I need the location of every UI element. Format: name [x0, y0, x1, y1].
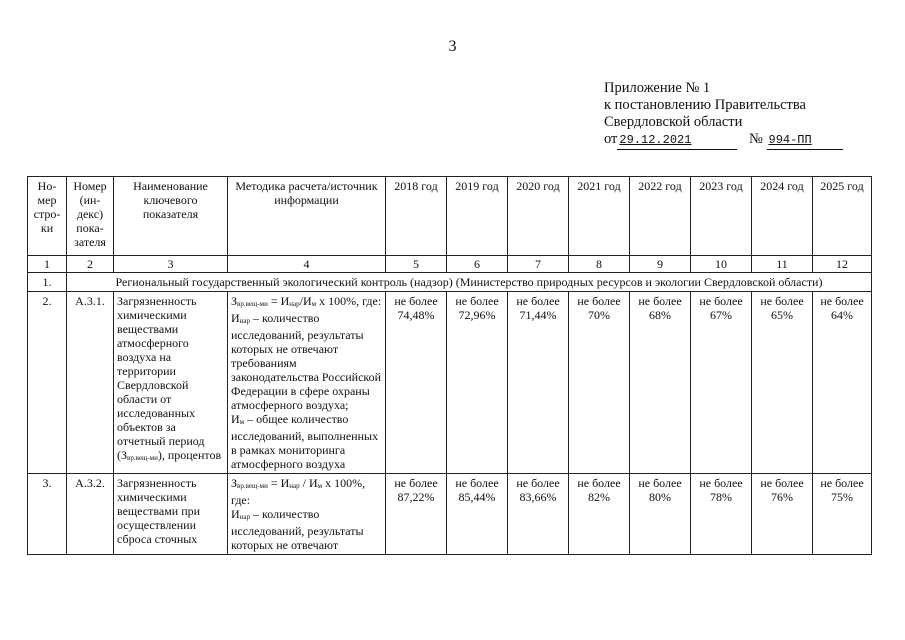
col-num: 8 — [569, 256, 630, 273]
value-2025: не более 75% — [813, 474, 872, 555]
indicator-name: Загрязненность химическими веществами при осуществлении сброса сточных — [114, 474, 228, 555]
indicator-name: Загрязненность химическими веществами атмосферного воздуха на территории Свердловской области от исследованных объектов за отчетный период $(З_{вр.вещ-ми})$, процентов — [114, 292, 228, 474]
section-row — [28, 273, 872, 292]
appendix-subtitle: к постановлению Правительства — [604, 97, 806, 113]
value-2018: не более 74,48% — [386, 292, 447, 474]
calculation-method: $З_{вр.вещ-ми} = И_{нар}/И_м$ x 100%, где: $И_{нар}$ – количество исследований, результаты которых не отвечают требованиям законодательства Российской Федерации в сфере охраны атмосферного воздуха; $И_м$ – общее количество исследований, выполненных в рамках мониторинга атмосферного воздуха — [228, 292, 386, 474]
col-num: 7 — [508, 256, 569, 273]
col-num: 10 — [691, 256, 752, 273]
row-number: 3. — [28, 474, 67, 555]
table-row — [28, 474, 872, 555]
calculation-method: $З_{вр.вещ-ми} = И_{нар} / И_м$ x 100%, где: $И_{нар}$ – количество исследований, результаты которых не отвечают — [228, 474, 386, 555]
value-2024: не более 76% — [752, 474, 813, 555]
column-number-row — [28, 256, 872, 273]
value-2020: не более 71,44% — [508, 292, 569, 474]
value-2021: не более 82% — [569, 474, 630, 555]
col-num: 6 — [447, 256, 508, 273]
value-2018: не более 87,22% — [386, 474, 447, 555]
header-year-2020: 2020 год — [508, 177, 569, 256]
header-row — [28, 177, 872, 256]
col-num: 1 — [28, 256, 67, 273]
appendix-title: Приложение № 1 — [604, 80, 711, 96]
col-num: 4 — [228, 256, 386, 273]
appendix-date-line — [604, 131, 843, 150]
document-number: 994-ПП — [768, 133, 812, 147]
header-year-2022: 2022 год — [630, 177, 691, 256]
value-2022: не более 80% — [630, 474, 691, 555]
header-year-2019: 2019 год — [447, 177, 508, 256]
header-year-2021: 2021 год — [569, 177, 630, 256]
indicator-index: А.3.2. — [67, 474, 114, 555]
value-2022: не более 68% — [630, 292, 691, 474]
page-number: 3 — [448, 38, 457, 55]
section-number: 1. — [28, 273, 67, 292]
col-num: 2 — [67, 256, 114, 273]
value-2021: не более 70% — [569, 292, 630, 474]
col-num: 12 — [813, 256, 872, 273]
col-num: 9 — [630, 256, 691, 273]
header-row-number: Но- мер стро- ки — [28, 177, 67, 256]
number-label: № — [749, 131, 763, 147]
header-year-2023: 2023 год — [691, 177, 752, 256]
appendix-region: Свердловской области — [604, 114, 743, 130]
header-indicator-name: Наименование ключевого показателя — [114, 177, 228, 256]
header-method: Методика расчета/источник информации — [228, 177, 386, 256]
from-label: от — [604, 131, 618, 147]
value-2025: не более 64% — [813, 292, 872, 474]
section-title: Региональный государственный экологический контроль (надзор) (Министерство природных ресурсов и экологии Свердловской области) — [67, 273, 872, 292]
value-2024: не более 65% — [752, 292, 813, 474]
header-year-2025: 2025 год — [813, 177, 872, 256]
table-row — [28, 292, 872, 474]
header-indicator-index: Номер (ин- декс) пока- зателя — [67, 177, 114, 256]
indicator-index: А.3.1. — [67, 292, 114, 474]
value-2023: не более 67% — [691, 292, 752, 474]
appendix-block — [604, 80, 843, 150]
indicators-table — [27, 176, 872, 555]
document-date: 29.12.2021 — [619, 133, 692, 147]
value-2019: не более 72,96% — [447, 292, 508, 474]
col-num: 5 — [386, 256, 447, 273]
row-number: 2. — [28, 292, 67, 474]
value-2023: не более 78% — [691, 474, 752, 555]
col-num: 3 — [114, 256, 228, 273]
value-2020: не более 83,66% — [508, 474, 569, 555]
header-year-2024: 2024 год — [752, 177, 813, 256]
value-2019: не более 85,44% — [447, 474, 508, 555]
header-year-2018: 2018 год — [386, 177, 447, 256]
col-num: 11 — [752, 256, 813, 273]
